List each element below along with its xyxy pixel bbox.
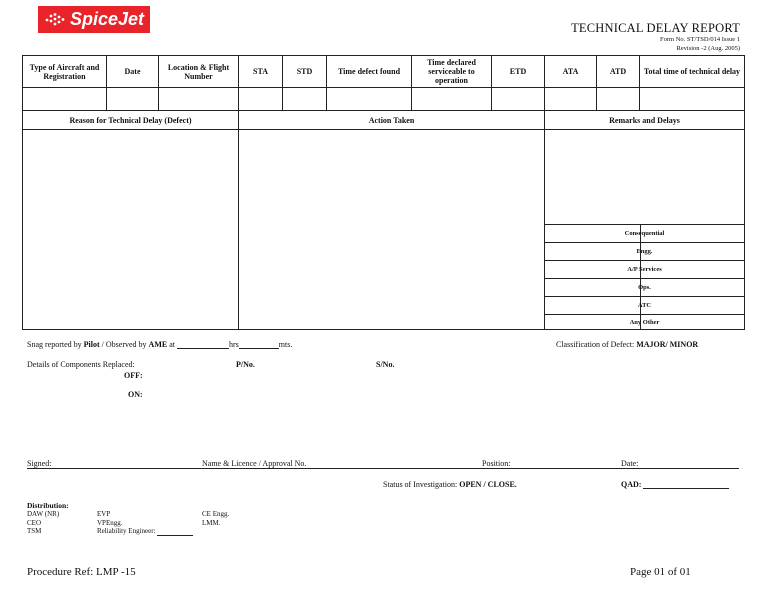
col-time-defect: Time defect found [327,56,412,88]
cell-time-serviceable[interactable] [412,88,492,111]
col-std: STD [283,56,327,88]
pilot-label: Pilot [83,340,100,349]
revision: Revision -2 (Aug. 2005) [676,45,740,52]
snag-line: Snag reported by Pilot / Observed by AME at hrs mts. [27,340,293,349]
on-label: ON: [128,390,143,399]
investigation-line: Status of Investigation: OPEN / CLOSE. [383,480,517,489]
qad-line: QAD: [621,480,729,489]
section-header-row [23,111,745,130]
reason-area[interactable] [23,130,239,330]
distribution-col-2: EVP VPEngg. Reliability Engineer: [97,510,193,536]
distribution-col-3: CE Engg. LMM. [202,510,230,527]
report-title: TECHNICAL DELAY REPORT [571,21,740,35]
col-date: Date [107,56,159,88]
cell-time-defect[interactable] [327,88,412,111]
remarks-row-any-other: Any Other [545,314,744,330]
col-etd: ETD [492,56,545,88]
remarks-header: Remarks and Delays [545,111,745,130]
name-licence-label: Name & Licence / Approval No. [202,459,307,468]
form-number-block [660,35,740,53]
col-total-delay: Total time of technical delay [640,56,745,88]
spicejet-logo [38,6,150,33]
col-location-flight: Location & Flight Number [159,56,239,88]
col-aircraft: Type of Aircraft and Registration [23,56,107,88]
minutes-field[interactable] [239,348,279,349]
hours-field[interactable] [177,348,229,349]
reliability-engineer-field[interactable] [157,535,193,536]
reason-header: Reason for Technical Delay (Defect) [23,111,239,130]
components-label: Details of Components Replaced: [27,360,135,369]
signature-underline [27,468,739,469]
logo-dots-icon [44,12,66,28]
cell-sta[interactable] [239,88,283,111]
cell-atd[interactable] [597,88,640,111]
part-number-label: P/No. [236,360,255,369]
serial-number-label: S/No. [376,360,395,369]
remarks-text-area[interactable] [545,130,744,224]
remarks-row-atc: ATC [545,296,744,315]
cell-location-flight[interactable] [159,88,239,111]
investigation-value: OPEN / CLOSE. [459,480,517,489]
date-label: Date: [621,459,639,468]
col-atd: ATD [597,56,640,88]
action-header: Action Taken [239,111,545,130]
detail-row [23,130,745,330]
ame-label: AME [148,340,168,349]
cell-ata[interactable] [545,88,597,111]
remarks-row-engg: Engg. [545,242,744,261]
remarks-area [545,130,745,330]
cell-date[interactable] [107,88,159,111]
action-area[interactable] [239,130,545,330]
cell-aircraft[interactable] [23,88,107,111]
col-sta: STA [239,56,283,88]
signed-label: Signed: [27,459,52,468]
qad-field[interactable] [643,488,729,489]
classification-line: Classification of Defect: MAJOR/ MINOR [556,340,699,349]
distribution-title: Distribution: [27,501,69,510]
cell-total-delay[interactable] [640,88,745,111]
cell-std[interactable] [283,88,327,111]
form-number: Form No. ST/TSD/014 Issue 1 [660,36,740,43]
logo-text: SpiceJet [69,9,144,29]
procedure-ref: Procedure Ref: LMP -15 [27,566,136,578]
classification-value: MAJOR/ MINOR [636,340,699,349]
col-ata: ATA [545,56,597,88]
page-number: Page 01 of 01 [630,566,691,578]
col-time-serviceable: Time declared serviceable to operation [412,56,492,88]
remarks-row-ops: Ops. [545,278,744,297]
remarks-row-consequential: Consequential [545,224,744,243]
position-label: Position: [482,459,511,468]
header-row [23,56,745,88]
cell-etd[interactable] [492,88,545,111]
delay-report-table [22,55,745,330]
entry-row [23,88,745,111]
off-label: OFF: [124,371,143,380]
remarks-row-ap-services: A/P Services [545,260,744,279]
distribution-col-1: DAW (NR) CEO TSM [27,510,60,535]
